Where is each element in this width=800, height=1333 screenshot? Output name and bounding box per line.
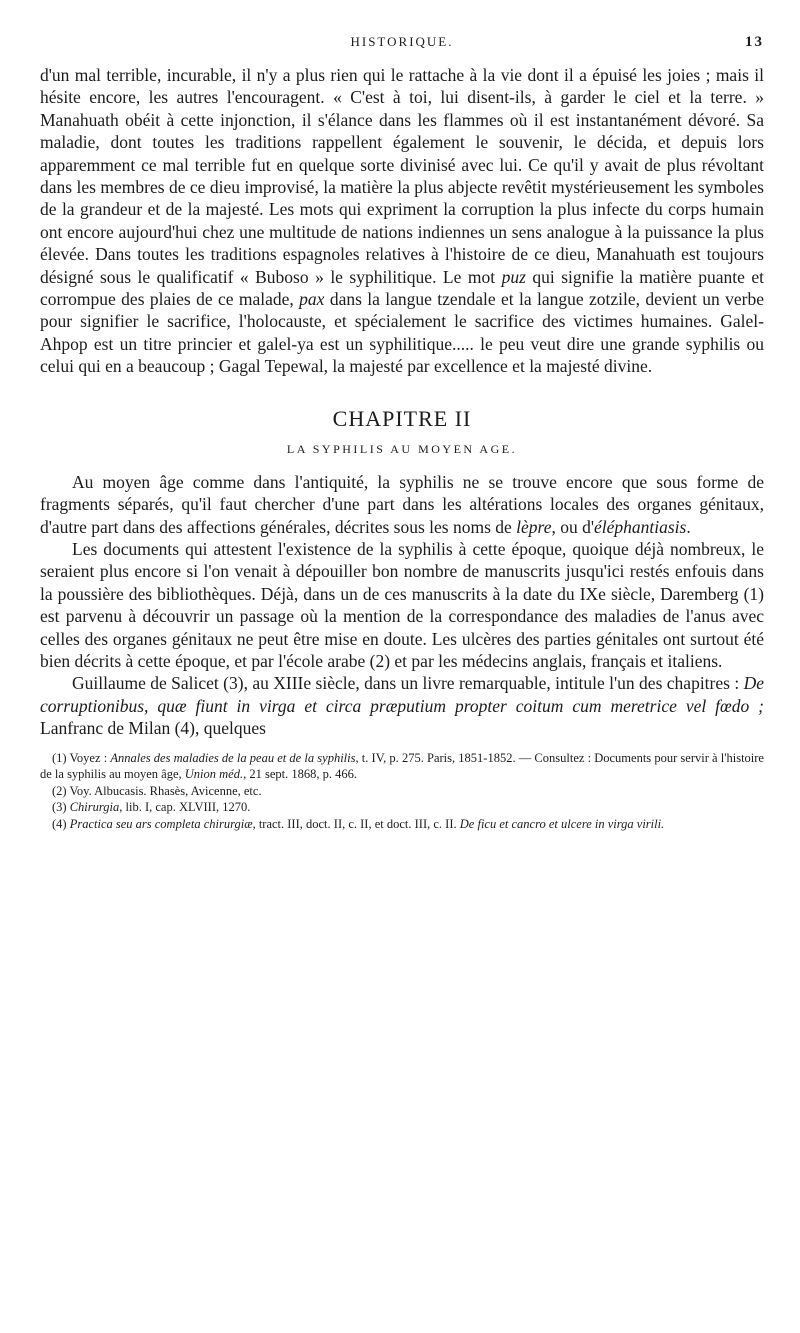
paragraph-moyen-age: Au moyen âge comme dans l'antiquité, la syphilis ne se trouve encore que sous forme de fragments séparés, qu'il faut chercher d'une part dans les altérations locales des organes génitaux, d'autre part dans des affections générales, décrites sous les noms de lèpre, ou d'éléphantiasis. <box>40 471 764 537</box>
running-title: HISTORIQUE. <box>350 34 454 49</box>
footnote-1: (1) Voyez : Annales des maladies de la peau et de la syphilis, t. IV, p. 275. Paris, 1851-1852. — Consultez : Documents pour servir à l'histoire de la syphilis au moyen âge, Union méd., 21 sept. 1868, p. 466. <box>40 750 764 782</box>
italic-term-pax: pax <box>299 289 325 310</box>
footnotes <box>40 750 764 833</box>
chapter-title: CHAPITRE II <box>332 405 472 431</box>
italic-term-elephantiasis: éléphantiasis <box>594 516 687 537</box>
paragraph-documents: Les documents qui attestent l'existence de la syphilis à cette époque, quoique déjà nombreux, le seraient plus encore si l'on venait à dépouiller bon nombre de manuscrits jusqu'ici restés enfouis dans la poussière des bibliothèques. Déjà, dans un de ces manuscrits à la date du IXe siècle, Daremberg (1) est parvenu à découvrir un passage où la mention de la correspondance des maladies de l'anus avec celles des organes génitaux ne peut être mise en doute. Les ulcères des parties génitales ont surtout été bien décrits à cette époque, et par l'école arabe (2) et par les médecins anglais, français et italiens. <box>40 538 764 671</box>
chapter-body <box>40 471 764 740</box>
paragraph-salicet: Guillaume de Salicet (3), au XIIIe siècle, dans un livre remarquable, intitule l'un des chapitres : De corruptionibus, quæ fiunt in virga et circa præputium propter coitum cum meretrice vel fœdo ; Lanfranc de Milan (4), quelques <box>40 673 764 739</box>
chapter-subtitle: LA SYPHILIS AU MOYEN AGE. <box>286 441 518 456</box>
page-number: 13 <box>745 34 764 50</box>
body-text <box>40 64 764 378</box>
footnote-3: (3) Chirurgia, lib. I, cap. XLVIII, 1270. <box>52 800 251 815</box>
italic-term-puz: puz <box>501 266 526 287</box>
paragraph-manahuath: d'un mal terrible, incurable, il n'y a plus rien qui le rattache à la vie dont il a épuisé les joies ; mais il hésite encore, les autres l'encouragent. « C'est à toi, lui disent-ils, à garder le ciel et la terre. » Manahuath obéit à cette injonction, il s'élance dans les flammes où il est instantanément dévoré. Sa maladie, dont toutes les traditions rappellent également le souvenir, le décida, et depuis lors apparemment ce mal terrible fut en quelque sorte divinisé avec lui. Ce qu'il y avait de plus révoltant dans les membres de ce dieu improvisé, la matière la plus abjecte revêtit mystérieusement les symboles de la grandeur et de la majesté. Les mots qui expriment la corruption la plus infecte du corps humain ont encore aujourd'hui chez une multitude de nations indiennes un sens analogue à la puissance la plus élevée. Dans toutes les traditions espagnoles relatives à l'histoire de ce dieu, Manahuath est toujours désigné sous le qualificatif « Buboso » le syphilitique. Le mot puz qui signifie la matière puante et corrompue des plaies de ce malade, pax dans la langue tzendale et la langue zotzile, devient un verbe pour signifier le sacrifice, l'holocauste, et spécialement le sacrifice des victimes humaines. Galel-Ahpop est un titre princier et galel-ya est un syphilitique..... le peu veut dire une grande syphilis ou celui qui en a beaucoup ; Gagal Tepewal, la majesté par excellence et la majesté divine. <box>40 65 764 377</box>
italic-term-lepre: lèpre <box>516 516 552 537</box>
footnote-2: (2) Voy. Albucasis. Rhasès, Avicenne, etc. <box>52 783 262 798</box>
footnote-4: (4) Practica seu ars completa chirurgiæ, tract. III, doct. II, c. II, et doct. III, c. II. De ficu et cancro et ulcere in virga virili. <box>52 816 665 831</box>
running-header <box>40 34 764 64</box>
italic-chapter-title-latin: De corruptionibus, quæ fiunt in virga et circa præputium propter coitum cum meretrice vel fœdo ; <box>40 673 764 716</box>
